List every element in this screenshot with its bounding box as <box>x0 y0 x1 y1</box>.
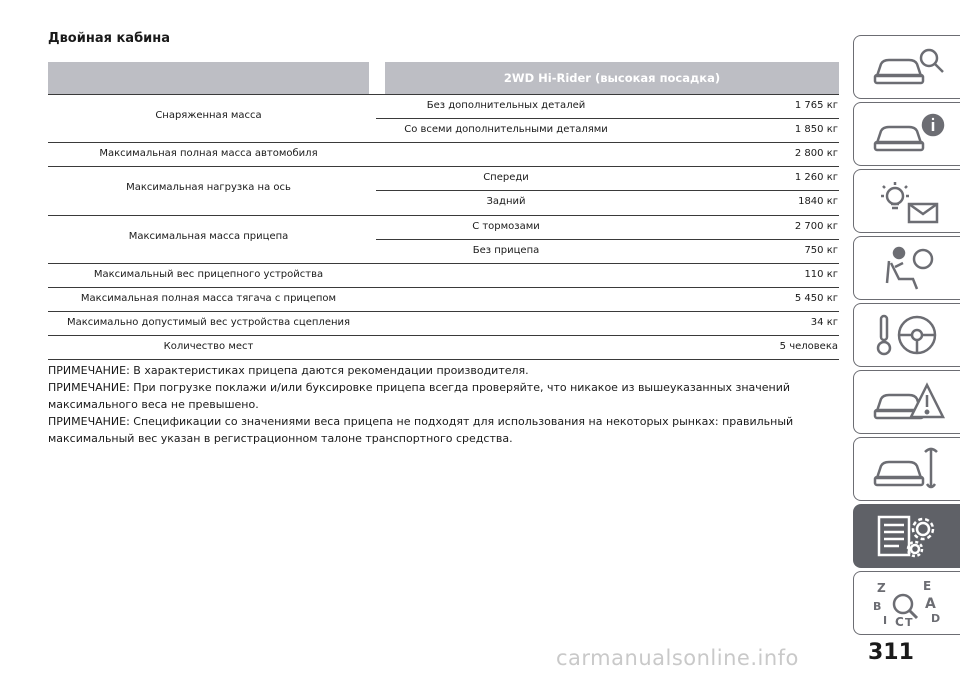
tab-car-info[interactable] <box>853 102 960 166</box>
airbag-seat-icon <box>869 243 949 293</box>
emergency-triangle-icon <box>869 377 949 427</box>
table-rule <box>376 118 839 119</box>
tech-specs-icon <box>869 511 949 561</box>
watermark: carmanualsonline.info <box>556 646 799 670</box>
warning-lights-icon <box>869 176 949 226</box>
row-label-curb-weight: Снаряженная масса <box>155 110 262 121</box>
value-cell: 110 кг <box>804 269 838 280</box>
sub-label: Спереди <box>483 172 529 183</box>
note: ПРИМЕЧАНИЕ: В характеристиках прицепа даются рекомендации производителя. <box>48 364 529 377</box>
tab-warning-lights[interactable] <box>853 169 960 233</box>
table-rule <box>376 190 839 191</box>
value-cell: 5 человека <box>779 341 838 352</box>
notes <box>48 362 840 447</box>
svg-text:B: B <box>872 600 881 613</box>
value-cell: 2 800 кг <box>794 148 838 159</box>
value-cell: 34 кг <box>810 317 838 328</box>
table-rule <box>48 263 839 264</box>
value-cell: 5 450 кг <box>794 293 838 304</box>
tab-airbag-seat[interactable] <box>853 236 960 300</box>
table-rule <box>48 359 839 360</box>
sub-label: Задний <box>486 196 526 207</box>
svg-text:I: I <box>882 614 887 627</box>
svg-text:E: E <box>922 579 931 593</box>
value-cell: 1 850 кг <box>794 124 838 135</box>
table-header-blank <box>48 62 369 94</box>
svg-text:C: C <box>894 615 904 628</box>
row-label-combined-mass: Максимальная полная масса тягача с прицепом <box>80 293 337 304</box>
section-title: Двойная кабина <box>48 31 171 46</box>
table-rule <box>376 239 839 240</box>
row-label-max-gross-weight: Максимальная полная масса автомобиля <box>99 148 318 159</box>
table-header: 2WD Hi-Rider (высокая посадка) <box>385 62 839 94</box>
svg-text:A: A <box>924 596 936 612</box>
tab-steering-wheel[interactable] <box>853 303 960 367</box>
table-rule <box>48 142 839 143</box>
tab-car-search[interactable] <box>853 35 960 99</box>
note: ПРИМЕЧАНИЕ: При погрузке поклажи и/или буксировке прицепа всегда проверяйте, что никакое из вышеуказанных значений максимального веса не превышено. <box>48 381 791 411</box>
value-cell: 1 260 кг <box>794 172 838 183</box>
sub-label: С тормозами <box>472 221 540 232</box>
row-label-seats: Количество мест <box>163 341 254 352</box>
car-search-icon <box>869 42 949 92</box>
row-label-axle-load: Максимальная нагрузка на ось <box>126 182 291 193</box>
car-maintenance-icon <box>869 444 949 494</box>
svg-text:Z: Z <box>876 581 886 595</box>
sub-label: Без прицепа <box>472 245 540 256</box>
table-rule <box>48 287 839 288</box>
table-rule <box>48 215 839 216</box>
page-number: 311 <box>868 640 914 665</box>
car-info-icon <box>869 109 949 159</box>
row-label-hitch-weight: Максимальный вес прицепного устройства <box>93 269 324 280</box>
note: ПРИМЕЧАНИЕ: Спецификации со значениями веса прицепа не подходят для использования на некоторых рынках: правильный максимальный вес указан в регистрационном талоне транспортного средства. <box>48 415 794 445</box>
sub-label: Со всеми дополнительными деталями <box>404 124 608 135</box>
row-label-coupling-weight: Максимально допустимый вес устройства сцепления <box>66 317 351 328</box>
value-cell: 1840 кг <box>798 196 838 207</box>
row-label-trailer-mass: Максимальная масса прицепа <box>128 231 289 242</box>
alphabetical-index-icon <box>869 578 949 628</box>
svg-text:T: T <box>904 616 913 628</box>
value-cell: 750 кг <box>804 245 838 256</box>
table-rule <box>48 94 839 95</box>
table-rule <box>48 335 839 336</box>
svg-text:D: D <box>930 612 940 625</box>
steering-wheel-key-icon <box>869 310 949 360</box>
value-cell: 2 700 кг <box>794 221 838 232</box>
tab-alphabetical-index[interactable] <box>853 571 960 635</box>
sub-label: Без дополнительных деталей <box>426 100 586 111</box>
tab-tech-specs[interactable] <box>853 504 960 568</box>
table-rule <box>48 166 839 167</box>
value-cell: 1 765 кг <box>794 100 838 111</box>
tab-maintenance[interactable] <box>853 437 960 501</box>
table-rule <box>48 311 839 312</box>
tab-emergency[interactable] <box>853 370 960 434</box>
